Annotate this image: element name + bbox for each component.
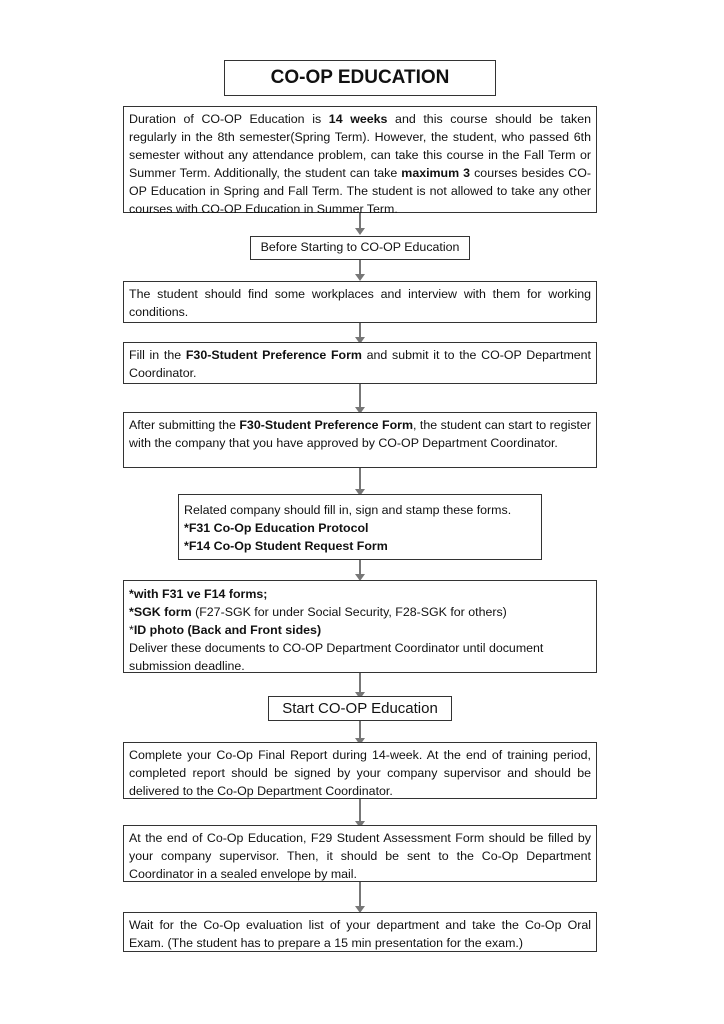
duration-text-3: courses besides CO-OP Education in Spring and Fall Term. The student is not allowed to take any other courses with CO-OP Education in Summer Term. — [129, 166, 591, 216]
deliver-text: Deliver these documents to CO-OP Department Coordinator until document submission deadline. — [129, 641, 544, 673]
sgk-form-detail: (F27-SGK for under Social Security, F28-SGK for others) — [191, 605, 507, 619]
with-forms-line: *with F31 ve F14 forms; — [129, 587, 268, 601]
page-title: CO-OP EDUCATION — [224, 60, 496, 96]
connector-line — [359, 799, 361, 822]
company-forms-box — [178, 494, 542, 560]
fill-form-text-2: and submit it to the CO-OP Department Coordinator. — [129, 348, 591, 380]
f30-form-name: F30-Student Preference Form — [185, 348, 362, 362]
sgk-line — [129, 603, 591, 621]
connector-line — [359, 673, 361, 693]
connector-line — [359, 468, 361, 490]
id-photo-line — [129, 621, 591, 639]
register-text-2: , the student can start to register with the company that you have approved by CO-OP Department Coordinator. — [129, 418, 591, 450]
fill-form-box — [123, 342, 597, 384]
duration-text: Duration of CO-OP Education is — [129, 112, 329, 126]
duration-info-box — [123, 106, 597, 216]
max-courses: maximum 3 — [401, 166, 471, 180]
connector-line — [359, 560, 361, 575]
assessment-box: At the end of Co-Op Education, F29 Student Assessment Form should be filled by your company supervisor. Then, it should be sent to the Co-Op Department Coordinator in a sealed envelope by mail. — [123, 825, 597, 882]
documents-box — [123, 580, 597, 673]
before-starting-label: Before Starting to CO-OP Education — [250, 236, 470, 260]
connector-line — [359, 721, 361, 739]
fill-form-text: Fill in the — [129, 348, 186, 362]
arrow-down-icon — [355, 274, 365, 281]
start-coop-label: Start CO-OP Education — [268, 696, 452, 721]
sgk-form-label: *SGK form — [129, 605, 192, 619]
oral-exam-box: Wait for the Co-Op evaluation list of your department and take the Co-Op Oral Exam. (The student has to prepare a 15 min presentation for the exam.) — [123, 912, 597, 952]
company-forms-intro: Related company should fill in, sign and stamp these forms. — [184, 503, 512, 517]
connector-line — [359, 323, 361, 338]
final-report-box: Complete your Co-Op Final Report during 14-week. At the end of training period, completed report should be signed by your company supervisor and should be delivered to the Co-Op Department Coordinator. — [123, 742, 597, 799]
id-photo-label: ID photo (Back and Front sides) — [133, 623, 322, 637]
connector-line — [359, 260, 361, 275]
duration-text-2: and this course should be taken regularly in the 8th semester(Spring Term). However, the student, who passed 6th semester without any attendance problem, can take this course in the Fall Term or Summer Term. Additionally, the student can take — [129, 112, 591, 180]
arrow-down-icon — [355, 228, 365, 235]
id-photo-prefix: * — [129, 623, 134, 637]
duration-weeks: 14 weeks — [328, 112, 388, 126]
connector-line — [359, 384, 361, 408]
register-text: After submitting the — [129, 418, 240, 432]
connector-line — [359, 882, 361, 907]
f31-form-item: *F31 Co-Op Education Protocol — [184, 521, 369, 535]
f14-form-item: *F14 Co-Op Student Request Form — [184, 539, 388, 553]
find-workplace-box: The student should find some workplaces and interview with them for working conditions. — [123, 281, 597, 323]
register-company-box — [123, 412, 597, 468]
f30-form-name: F30-Student Preference Form — [239, 418, 413, 432]
